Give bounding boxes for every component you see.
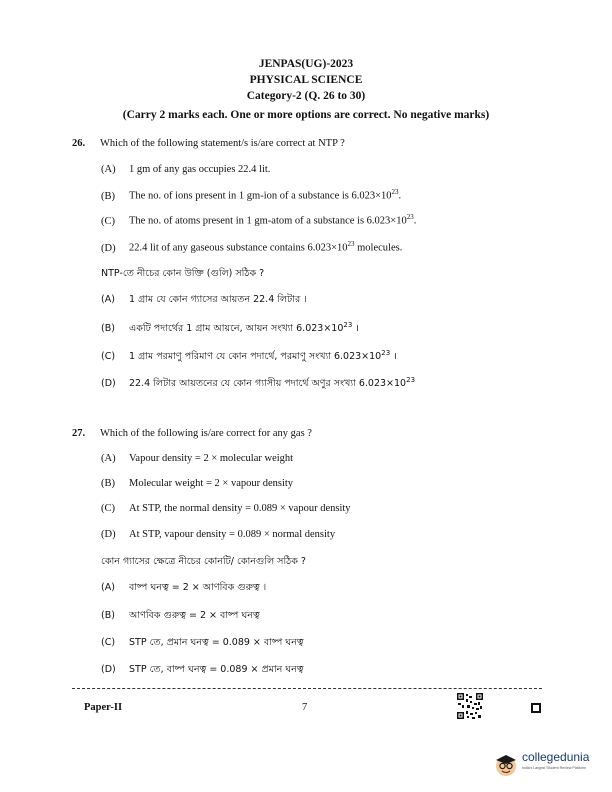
exponent: 23 (343, 321, 353, 329)
option-text: বাষ্প ঘনত্ব = 2 × আণবিক গুরুত্ব । (129, 582, 267, 593)
option-label: (D) (101, 529, 116, 540)
exponent: 23 (406, 213, 414, 221)
option-text: 1 গ্রাম যে কোন গ্যাসের আয়তন 22.4 লিটার । (129, 294, 307, 305)
option-label: (C) (101, 503, 115, 514)
graduate-mascot-icon (492, 750, 520, 778)
option-text: 1 গ্রাম পরমাণু পরিমাণ যে কোন পদার্থে, পরমাণু সংখ্যা 6.023×10 (129, 351, 382, 363)
q26-option-d-en (101, 240, 402, 254)
option-label: (D) (101, 378, 116, 390)
qr-code-icon (456, 692, 484, 720)
option-text: আণবিক গুরুত্ব = 2 × বাষ্প ঘনত্ব (129, 610, 260, 621)
option-tail: । (390, 351, 397, 363)
q26-option-d-bn (101, 376, 415, 392)
option-text: STP তে, বাষ্প ঘনত্ব = 0.089 × প্রমান ঘনত্ব (129, 664, 304, 675)
exam-header (0, 56, 612, 123)
footer-divider (72, 688, 542, 689)
option-label: (A) (101, 294, 115, 305)
exponent: 23 (391, 188, 399, 196)
option-tail: . (413, 215, 417, 227)
option-text: STP তে, প্রমান ঘনত্ব = 0.089 × বাষ্প ঘনত্ব (129, 637, 304, 648)
option-label: (C) (101, 637, 116, 648)
option-label: (B) (101, 190, 115, 202)
subject-title: PHYSICAL SCIENCE (249, 74, 363, 86)
corner-square-icon (531, 703, 541, 713)
q26-option-a-bn (101, 293, 307, 308)
question-text: Which of the following statement/s is/are correct at NTP ? (100, 138, 345, 149)
option-text: The no. of atoms present in 1 gm-atom of a substance is 6.023×10 (129, 215, 407, 227)
exam-title: JENPAS(UG)-2023 (258, 58, 354, 70)
question-number: 27. (72, 428, 86, 439)
option-text: At STP, vapour density = 0.089 × normal density (129, 529, 336, 540)
q27-option-c-bn (101, 636, 304, 651)
option-text: 1 gm of any gas occupies 22.4 lit. (129, 164, 271, 175)
category-title: Category-2 (Q. 26 to 30) (246, 90, 366, 102)
option-label: (B) (101, 323, 115, 335)
q26-option-b-bn (101, 321, 359, 337)
q27-option-a-en (101, 453, 293, 464)
exponent: 23 (381, 349, 391, 357)
q27-option-c-en (101, 503, 351, 514)
q27-option-d-bn (101, 663, 304, 678)
q26-option-c-bn (101, 349, 397, 365)
logo-tagline: India's Largest Student Review Platform (522, 766, 586, 770)
option-text: 22.4 লিটার আয়তনের যে কোন গ্যাসীয় পদার্থে অণুর সংখ্যা 6.023×10 (129, 378, 407, 390)
question-26-stem-bn: NTP-তে নীচের কোন উক্তি (গুলি) সঠিক ? (101, 268, 265, 279)
question-27-stem-bn: কোন গ্যাসের ক্ষেত্রে নীচের কোনটি/ কোনগুলি সঠিক ? (101, 556, 306, 567)
exponent: 23 (406, 376, 416, 384)
option-label: (C) (101, 351, 116, 363)
option-label: (A) (101, 453, 116, 464)
option-text: Vapour density = 2 × molecular weight (129, 453, 294, 464)
option-label: (A) (101, 164, 116, 175)
q27-option-a-bn (101, 581, 266, 596)
question-27-stem-en (72, 428, 312, 439)
logo-name: collegedunia (522, 750, 590, 764)
option-text: At STP, the normal density = 0.089 × vapour density (129, 503, 351, 514)
collegedunia-logo (490, 748, 608, 788)
option-text: একটি পদার্থের 1 গ্রাম আয়নে, আয়ন সংখ্যা 6.023×10 (129, 323, 344, 335)
option-label: (B) (101, 478, 115, 489)
question-number: 26. (72, 138, 86, 149)
option-label: (D) (101, 664, 116, 675)
q27-option-b-bn (101, 609, 260, 624)
q26-option-c-en (101, 213, 416, 227)
option-text: Molecular weight = 2 × vapour density (129, 478, 294, 489)
option-label: (D) (101, 242, 116, 254)
option-text: The no. of ions present in 1 gm-ion of a substance is 6.023×10 (129, 190, 392, 202)
question-26-stem-en (72, 138, 345, 149)
q27-option-d-en (101, 529, 335, 540)
paper-label: Paper-II (84, 702, 123, 713)
q27-option-b-en (101, 478, 293, 489)
option-tail: . (398, 190, 402, 202)
option-tail: । (352, 323, 359, 335)
marking-instructions: (Carry 2 marks each. One or more options are correct. No negative marks) (122, 109, 490, 121)
q26-option-a-en (101, 164, 270, 175)
exponent: 23 (347, 240, 355, 248)
page-number: 7 (302, 702, 308, 713)
option-label: (B) (101, 610, 115, 621)
option-text: 22.4 lit of any gaseous substance contains 6.023×10 (129, 242, 348, 254)
option-label: (A) (101, 582, 115, 593)
option-label: (C) (101, 215, 115, 227)
option-tail: molecules. (354, 242, 403, 254)
q26-option-b-en (101, 188, 401, 202)
question-text: Which of the following is/are correct for any gas ? (100, 428, 312, 439)
